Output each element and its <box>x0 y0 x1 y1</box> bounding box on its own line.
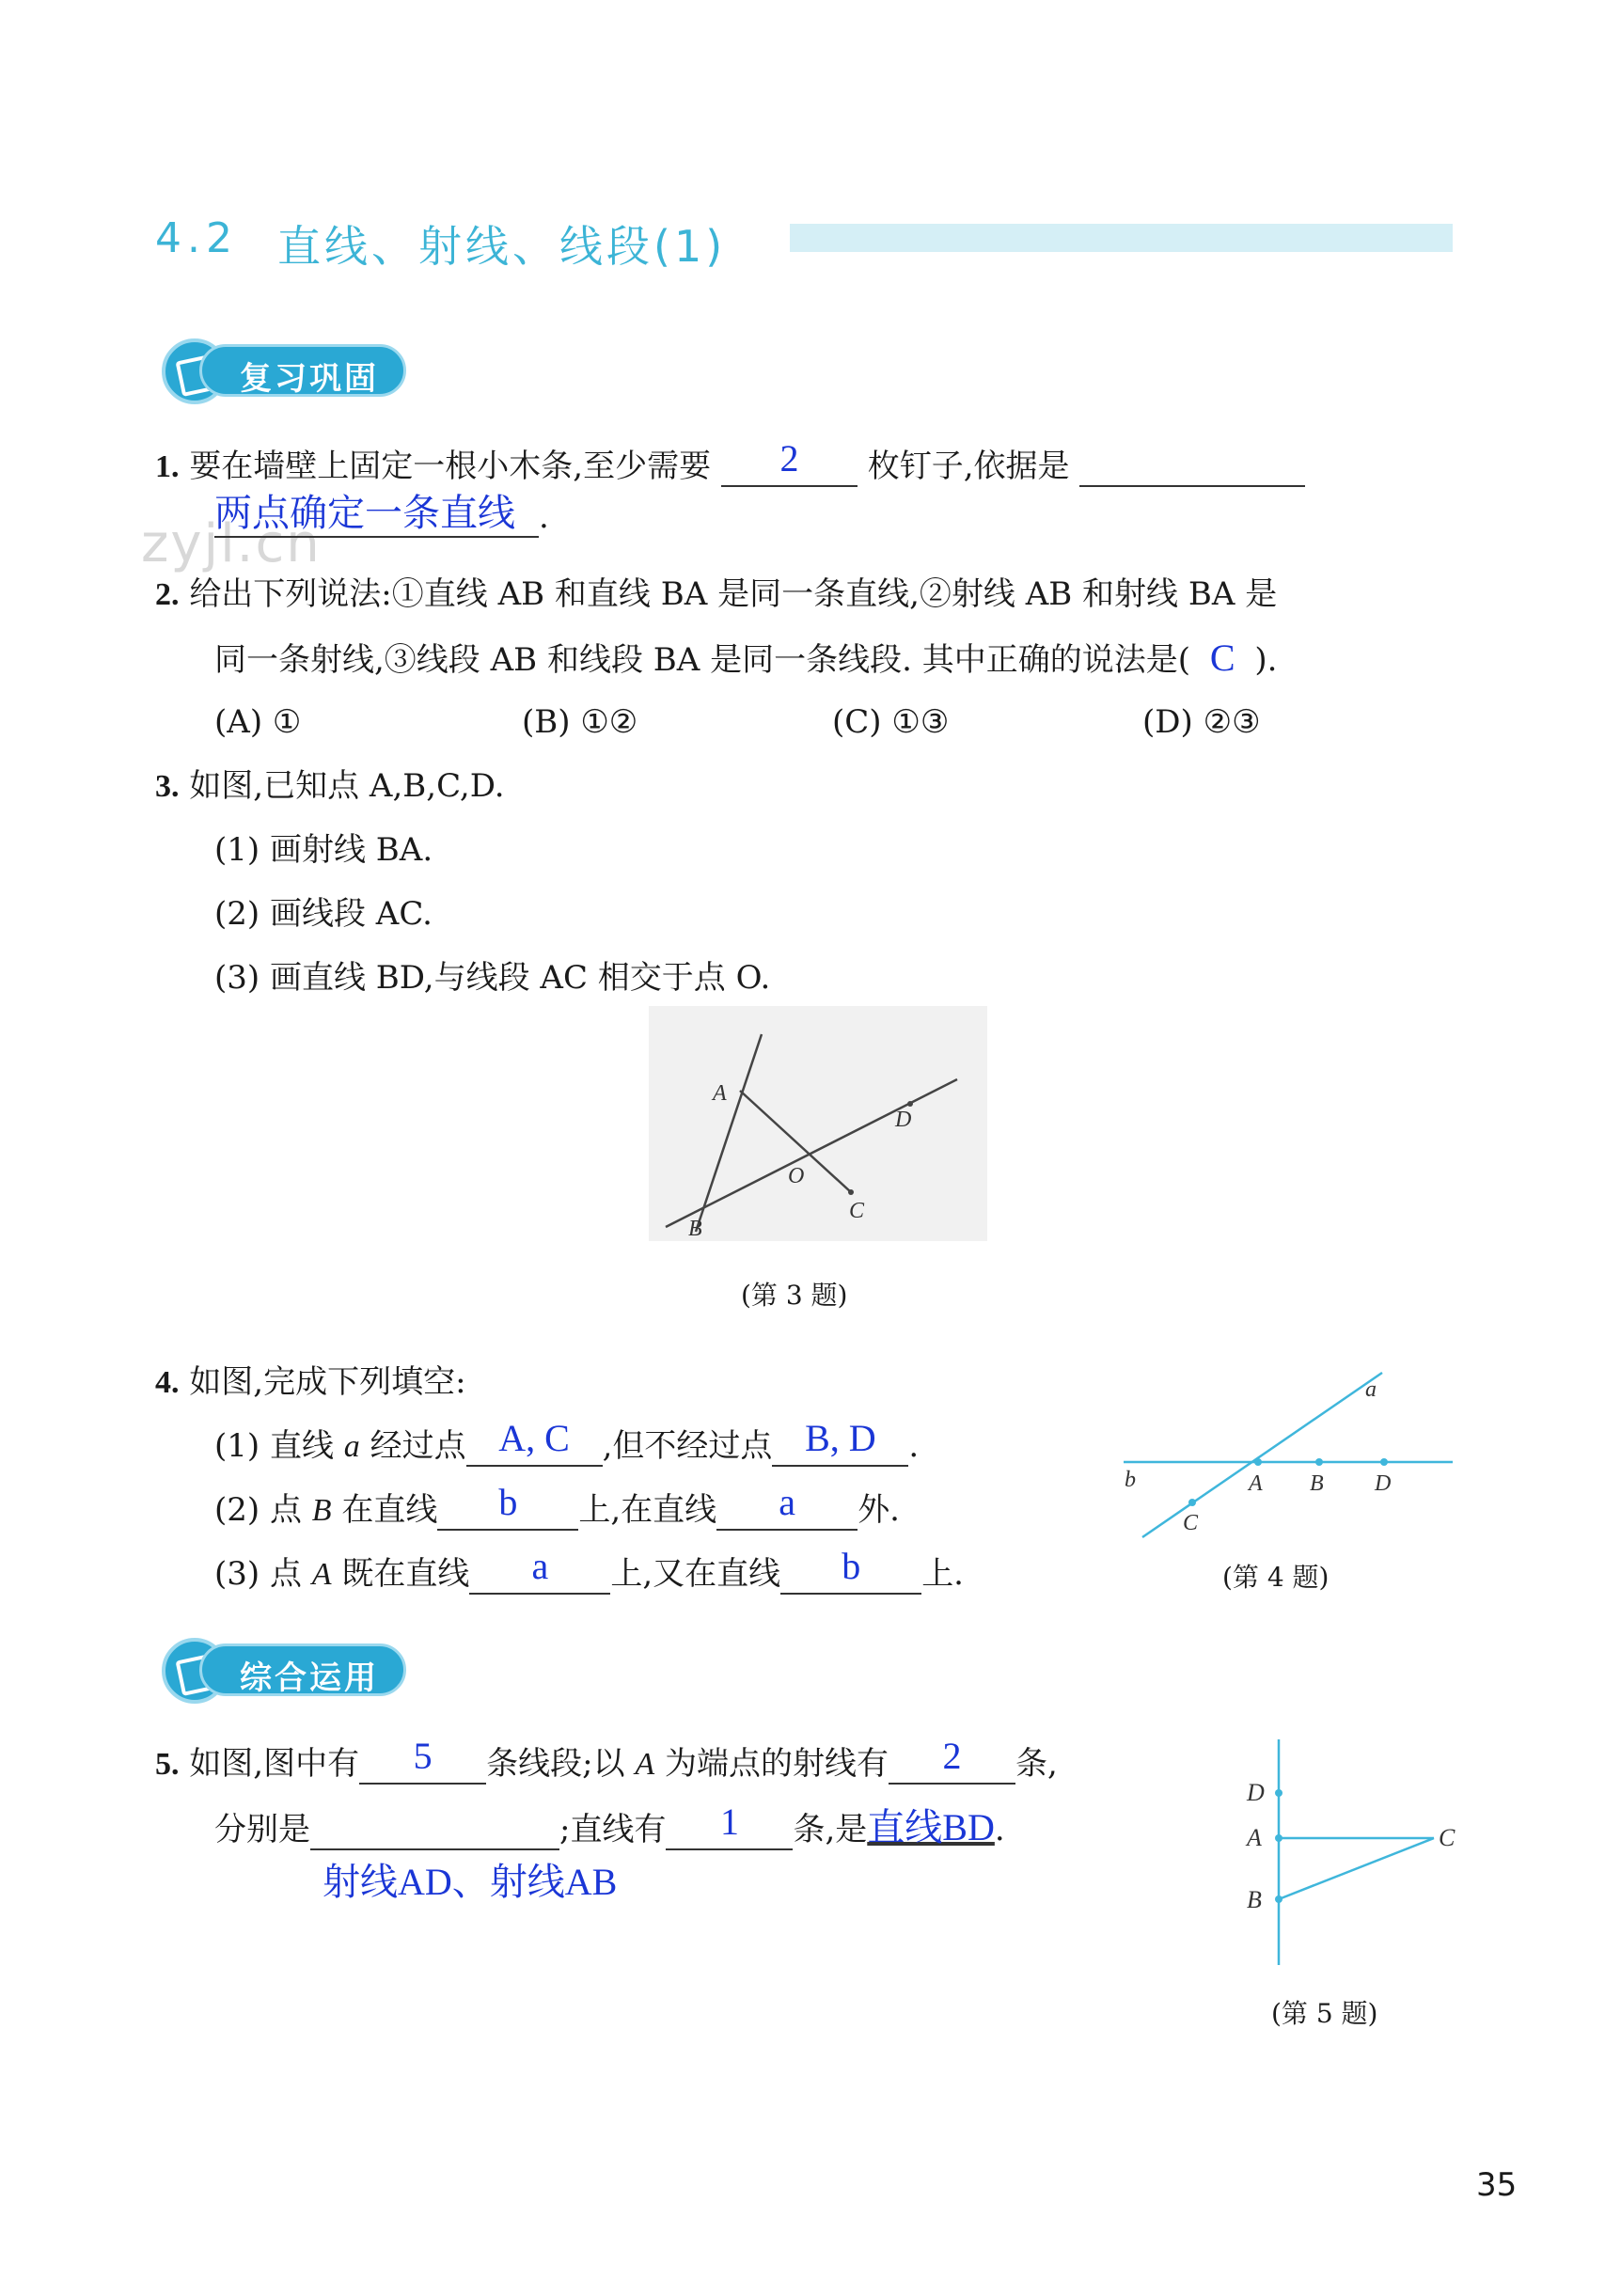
q4-intro: 如图,完成下列填空: <box>189 1363 466 1401</box>
watermark: zyjl.cn <box>141 513 322 574</box>
q5-blank-lines <box>666 1801 793 1850</box>
q3-figure <box>649 1006 987 1241</box>
q1-text-a: 要在墙壁上固定一根小木条,至少需要 <box>189 448 712 485</box>
point-a <box>1275 1834 1282 1842</box>
q5-answer-line-name: 直线BD <box>867 1806 995 1848</box>
q5-answer-lines: 1 <box>719 1801 739 1843</box>
q4-caption: (第 4 题) <box>1222 1562 1330 1593</box>
q1-blank-count <box>721 437 858 487</box>
q1-text-b: 枚钉子,依据是 <box>867 448 1070 485</box>
q4-blank-2b <box>716 1481 858 1531</box>
q2-line-1: 给出下列说法:①直线 AB 和直线 BA 是同一条直线,②射线 AB 和射线 BA 是 <box>189 575 1278 613</box>
q5-answer-segments: 5 <box>413 1735 433 1777</box>
question-5: 5. 如图,图中有 5 条线段;以 A 为端点的射线有 2 条, <box>155 1735 1058 1783</box>
label-a: A <box>713 1081 727 1106</box>
q5-blank-rays <box>889 1735 1015 1785</box>
label-b: B <box>1247 1886 1262 1913</box>
question-3 <box>155 767 505 806</box>
q3-intro: 如图,已知点 A,B,C,D. <box>189 767 505 805</box>
question-2 <box>155 575 1277 614</box>
line-a <box>1142 1373 1382 1537</box>
segment-bc <box>1279 1838 1434 1899</box>
q4-line-1: (1) 直线 a 经过点 A, C ,但不经过点 B, D . <box>214 1417 920 1465</box>
question-4 <box>155 1363 466 1402</box>
q1-blank-reason-top <box>1079 448 1305 487</box>
question-number: 3. <box>155 769 180 804</box>
apply-badge-label: 综合运用 <box>240 1659 379 1697</box>
q4-answer-1a: A, C <box>498 1417 570 1459</box>
label-c: C <box>1439 1824 1456 1851</box>
review-badge-label: 复习巩固 <box>240 360 379 398</box>
q4-answer-1b: B, D <box>805 1417 876 1459</box>
label-a-line: a <box>1365 1377 1377 1402</box>
title-decoration-bar <box>790 224 1453 252</box>
q4-answer-2b: a <box>779 1481 796 1523</box>
q5-answer-ray-names: 射线AD、射线AB <box>323 1861 618 1903</box>
q5-blank-segments <box>359 1735 486 1785</box>
question-number: 1. <box>155 449 180 484</box>
label-b: B <box>688 1217 702 1241</box>
q5-figure <box>1222 1735 1467 1970</box>
label-d: D <box>1247 1779 1265 1806</box>
q1-answer-reason: 两点确定一条直线 <box>214 492 515 534</box>
q4-blank-2a <box>437 1481 578 1531</box>
q4-blank-3b <box>780 1545 921 1595</box>
point-d <box>1380 1458 1388 1466</box>
q2-option-b: (B) ①② <box>522 703 638 741</box>
q4-answer-3a: a <box>531 1545 549 1587</box>
q4-line-2: (2) 点 B 在直线 b 上,在直线 a 外. <box>214 1481 900 1529</box>
point-c <box>848 1189 854 1195</box>
q3-item-1: (1) 画射线 BA. <box>214 831 433 869</box>
label-a-point: A <box>1249 1471 1263 1496</box>
point-d <box>1275 1789 1282 1797</box>
section-title: 直线、射线、线段(1) <box>277 221 727 272</box>
figure-background <box>649 1006 987 1241</box>
q3-item-2: (2) 画线段 AC. <box>214 895 433 933</box>
q2-answer: C <box>1209 637 1235 679</box>
review-badge <box>162 338 444 397</box>
apply-badge <box>162 1638 444 1696</box>
var-a: a <box>343 1429 360 1464</box>
q4-blank-3a <box>469 1545 610 1595</box>
q2-option-a: (A) ① <box>214 703 302 741</box>
q3-item-3: (3) 画直线 BD,与线段 AC 相交于点 O. <box>214 959 771 997</box>
q2-option-d: (D) ②③ <box>1142 703 1261 741</box>
q4-blank-1b <box>772 1417 908 1467</box>
label-d: D <box>895 1108 912 1132</box>
label-b-point: B <box>1310 1471 1324 1496</box>
point-c <box>1188 1499 1196 1506</box>
question-1 <box>155 437 1305 487</box>
question-number: 5. <box>155 1747 180 1782</box>
q1-answer-count: 2 <box>779 437 799 480</box>
label-b-line: b <box>1125 1468 1136 1492</box>
q1-blank-reason <box>214 492 539 538</box>
question-number: 2. <box>155 577 180 612</box>
q3-caption: (第 3 题) <box>741 1280 848 1311</box>
label-a: A <box>1247 1824 1262 1851</box>
point-b <box>1315 1458 1323 1466</box>
point-d <box>907 1101 913 1107</box>
label-c: C <box>849 1199 865 1223</box>
q2-option-c: (C) ①③ <box>832 703 950 741</box>
q4-answer-3b: b <box>842 1545 861 1587</box>
q2-line-2-row: 同一条射线,③线段 AB 和线段 BA 是同一条线段. 其中正确的说法是( C ). <box>214 637 1278 679</box>
q4-figure <box>1119 1368 1457 1547</box>
label-d-point: D <box>1375 1471 1392 1496</box>
label-c-point: C <box>1183 1511 1199 1535</box>
q5-caption: (第 5 题) <box>1271 1998 1378 2029</box>
label-o: O <box>788 1164 805 1188</box>
q5-blank-ray-names <box>310 1811 559 1850</box>
q1-line-2: 两点确定一条直线 . <box>214 492 549 536</box>
q4-answer-2a: b <box>498 1481 518 1523</box>
q2-line-2: 同一条射线,③线段 AB 和线段 BA 是同一条线段. 其中正确的说法是( <box>214 641 1190 679</box>
q4-blank-1a <box>466 1417 603 1467</box>
q5-line-2: 分别是 ;直线有 1 条,是直线BD. <box>214 1801 1005 1848</box>
point-a <box>1254 1458 1262 1466</box>
page-number: 35 <box>1476 2166 1518 2204</box>
point-b <box>1275 1895 1282 1903</box>
q4-line-3: (3) 点 A 既在直线 a 上,又在直线 b 上. <box>214 1545 964 1593</box>
section-number: 4.2 <box>155 214 238 262</box>
question-number: 4. <box>155 1365 180 1400</box>
q5-answer-rays: 2 <box>942 1735 962 1777</box>
